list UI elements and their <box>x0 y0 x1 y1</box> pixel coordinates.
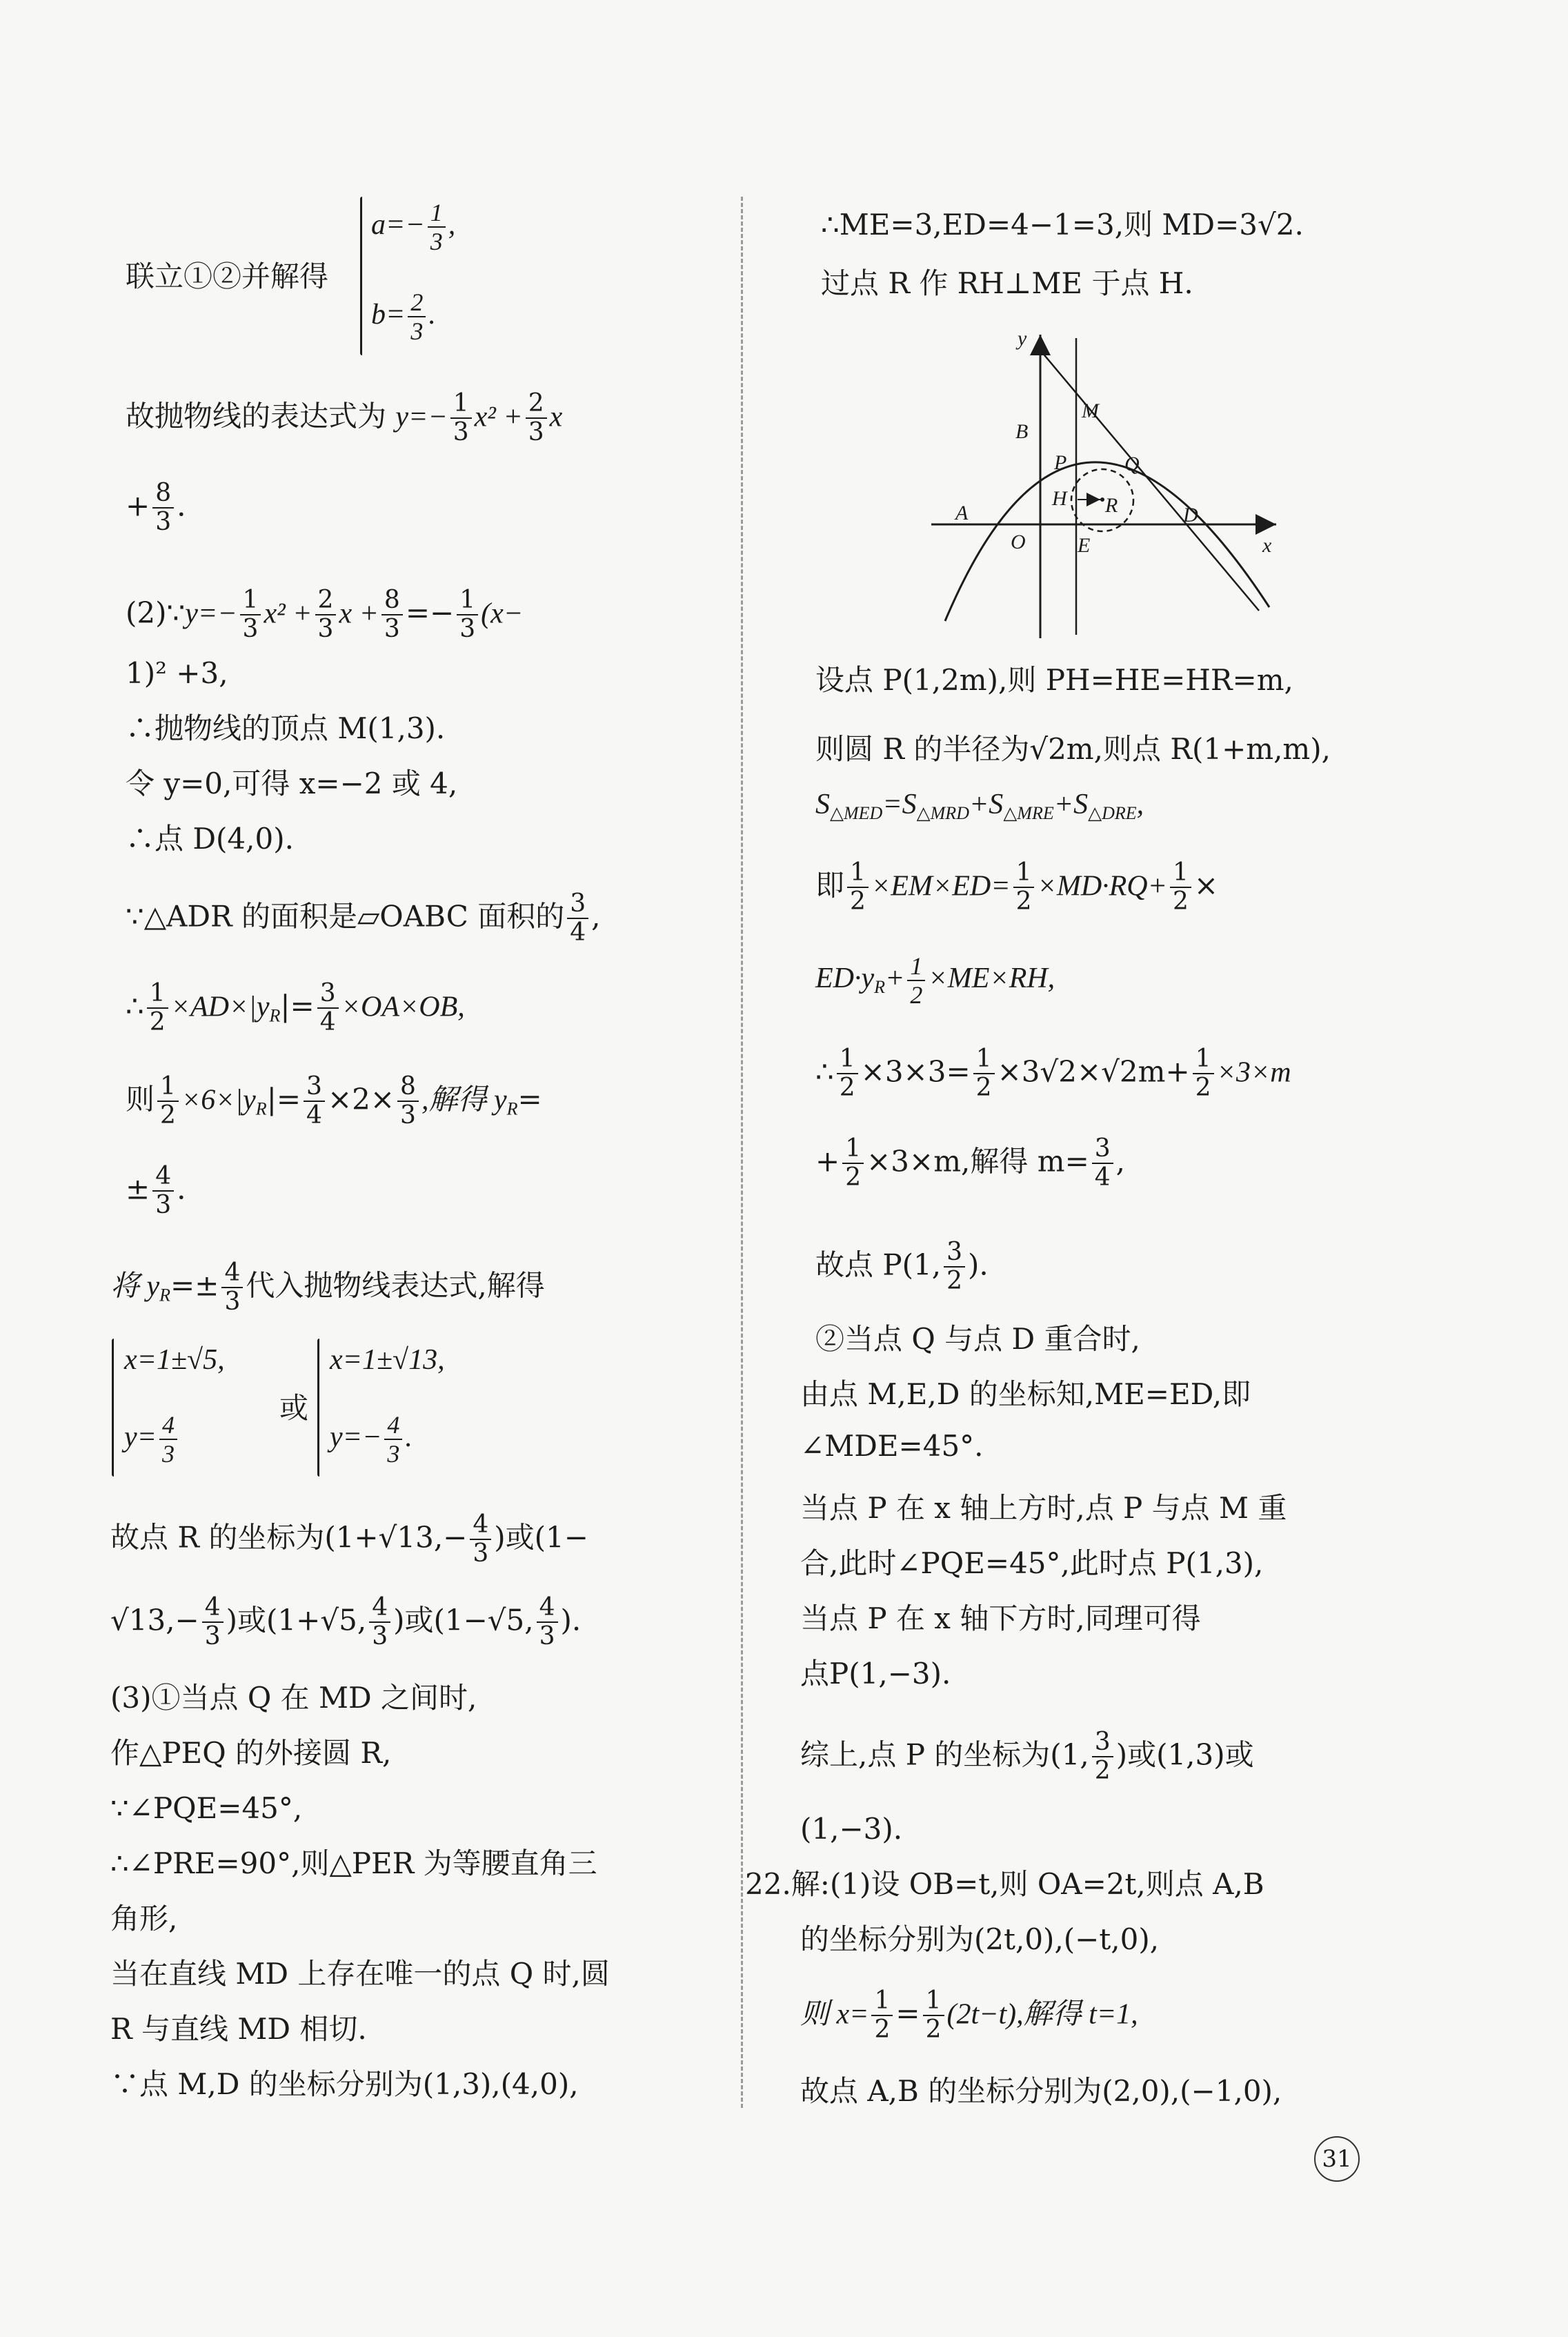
area-ratio-line: ∵△ADR 的面积是▱OABC 面积的 $\frac{3}{4}$ , <box>126 889 601 947</box>
solve-system-prefix: 联立①②并解得 <box>126 259 329 293</box>
summary-cont: (1,−3). <box>800 1812 903 1846</box>
angle-pre: ∴∠PRE=90°,则△PER 为等腰直角三 <box>110 1846 597 1880</box>
system2-y1: y= $\frac{4}{3}$ <box>124 1411 180 1468</box>
parabola-expression-line: 故抛物线的表达式为 y=− $\frac{1}{3}$ x² + $\frac{2}{3}$ x <box>126 389 563 447</box>
r-coordinates-cont: √13,− $\frac{4}{3}$ )或(1+√5, $\frac{4}{3}$ )或(1−√5, $\frac{4}{3}$ ). <box>110 1593 582 1651</box>
system-brace <box>360 197 362 355</box>
problem22-start: 22.解:(1)设 OB=t,则 OA=2t,则点 A,B <box>745 1867 1264 1901</box>
coincide-m: 合,此时∠PQE=45°,此时点 P(1,3), <box>800 1546 1264 1580</box>
label-r: R <box>1105 494 1118 517</box>
label-d: D <box>1183 504 1198 526</box>
part3-case1: (3)①当点 Q 在 MD 之间时, <box>110 1681 477 1715</box>
below-x-axis: 当点 P 在 x 轴下方时,同理可得 <box>800 1601 1201 1635</box>
r-coordinates-line: 故点 R 的坐标为(1+√13,− $\frac{4}{3}$ )或(1− <box>110 1510 588 1568</box>
set-point-p: 设点 P(1,2m),则 PH=HE=HR=m, <box>815 663 1293 697</box>
system2-brace-1 <box>112 1339 114 1477</box>
system2-x2: x=1±√13, <box>330 1344 445 1376</box>
point-p-result: 故点 P(1, $\frac{3}{2}$ ). <box>815 1238 989 1296</box>
label-b: B <box>1015 420 1029 443</box>
vertex-form-cont: 1)² +3, <box>126 656 228 690</box>
triangle-line: 角形, <box>110 1902 178 1935</box>
tangent-line: R 与直线 MD 相切. <box>110 2012 367 2046</box>
circumcircle-line: 作△PEQ 的外接圆 R, <box>110 1736 392 1770</box>
system-equation-b: b= $\frac{2}{3}$ . <box>371 288 436 346</box>
me-ed-md: ∴ME=3,ED=4−1=3,则 MD=3√2. <box>821 208 1304 241</box>
parabola-expression-cont: + $\frac{8}{3}$ . <box>126 479 186 537</box>
area-equation-solved: 则 $\frac{1}{2}$ $\times 6\times|y_R|=$ $\frac{3}{4}$ ×2× $\frac{8}{3}$ ,解得 $y_R=$ <box>126 1072 542 1130</box>
area-expansion-cont: $ED\cdot y_R+$ $\frac{1}{2}$ ×ME×RH, <box>815 952 1055 1009</box>
summary-line: 综上,点 P 的坐标为(1, $\frac{3}{2}$ )或(1,3)或 <box>800 1728 1254 1786</box>
system2-x1: x=1±√5, <box>124 1344 225 1376</box>
label-p: P <box>1054 451 1067 474</box>
system2-brace-2 <box>317 1339 319 1477</box>
numeric-equation: ∴ $\frac{1}{2}$ ×3×3= $\frac{1}{2}$ ×3√2×√2m+ $\frac{1}{2}$ ×3×m <box>815 1045 1291 1103</box>
area-sum-line: $S_{\triangle MED}=S_{\triangle MRD}+S_{\triangle MRE}+S_{\triangle DRE}$, <box>815 789 1144 823</box>
solve-t: 则 x= $\frac{1}{2}$ = $\frac{1}{2}$ (2t−t),解得 t=1, <box>800 1986 1138 2044</box>
line-md <box>1042 352 1259 611</box>
radius-line: 则圆 R 的半径为√2m,则点 R(1+m,m), <box>815 732 1331 766</box>
area-equation: ∴ $\frac{1}{2}$ $\times AD\times|y_R|=$ $\frac{3}{4}$ ×OA×OB, <box>126 979 465 1037</box>
ab-coordinates-t: 的坐标分别为(2t,0),(−t,0), <box>800 1922 1160 1956</box>
system2-or: 或 <box>279 1391 309 1425</box>
angle-mde: ∠MDE=45°. <box>800 1429 984 1463</box>
point-p-below: 点P(1,−3). <box>800 1657 951 1690</box>
roots-line: 令 y=0,可得 x=−2 或 4, <box>126 767 458 800</box>
system-equation-a: a=− $\frac{1}{3}$ , <box>371 199 456 256</box>
yr-value: ± $\frac{4}{3}$ . <box>126 1162 186 1220</box>
parabola-curve <box>945 462 1269 621</box>
above-x-axis: 当点 P 在 x 轴上方时,点 P 与点 M 重 <box>800 1491 1287 1525</box>
label-q: Q <box>1124 453 1140 475</box>
label-a: A <box>955 502 969 524</box>
label-y: y <box>1018 327 1027 350</box>
unique-q-line: 当在直线 MD 上存在唯一的点 Q 时,圆 <box>110 1957 610 1991</box>
vertex-m: ∴抛物线的顶点 M(1,3). <box>126 711 446 745</box>
label-o: O <box>1011 531 1026 553</box>
me-equals-ed: 由点 M,E,D 的坐标知,ME=ED,即 <box>800 1377 1251 1411</box>
point-r <box>1100 497 1104 502</box>
solve-m: + $\frac{1}{2}$ ×3×m,解得 m= $\frac{3}{4}$ , <box>815 1134 1126 1192</box>
part2-vertex-form: (2)∵y=− $\frac{1}{3}$ x² + $\frac{2}{3}$ x + $\frac{8}{3}$ =− $\frac{1}{3}$ (x− <box>126 586 524 644</box>
area-expansion: 即 $\frac{1}{2}$ ×EM×ED= $\frac{1}{2}$ ×MD·RQ+ $\frac{1}{2}$ × <box>815 858 1219 916</box>
point-d: ∴点 D(4,0). <box>126 822 294 856</box>
column-divider <box>741 197 743 2108</box>
label-x: x <box>1262 534 1272 557</box>
ab-coordinates: 故点 A,B 的坐标分别为(2,0),(−1,0), <box>800 2074 1282 2108</box>
label-h: H <box>1052 487 1067 510</box>
case2-line: ②当点 Q 与点 D 重合时, <box>815 1322 1140 1356</box>
label-e: E <box>1078 534 1091 557</box>
rh-perpendicular: 过点 R 作 RH⊥ME 于点 H. <box>821 266 1193 300</box>
parabola-figure <box>917 324 1290 642</box>
label-m: M <box>1082 400 1099 422</box>
system2-y2: y=− $\frac{4}{3}$ . <box>330 1411 413 1468</box>
md-coordinates: ∵点 M,D 的坐标分别为(1,3),(4,0), <box>110 2067 579 2101</box>
angle-pqe: ∵∠PQE=45°, <box>110 1791 303 1825</box>
substitute-line: 将 $y_R=\pm$ $\frac{4}{3}$ 代入抛物线表达式,解得 <box>110 1259 545 1317</box>
page-number: 31 <box>1314 2136 1360 2182</box>
